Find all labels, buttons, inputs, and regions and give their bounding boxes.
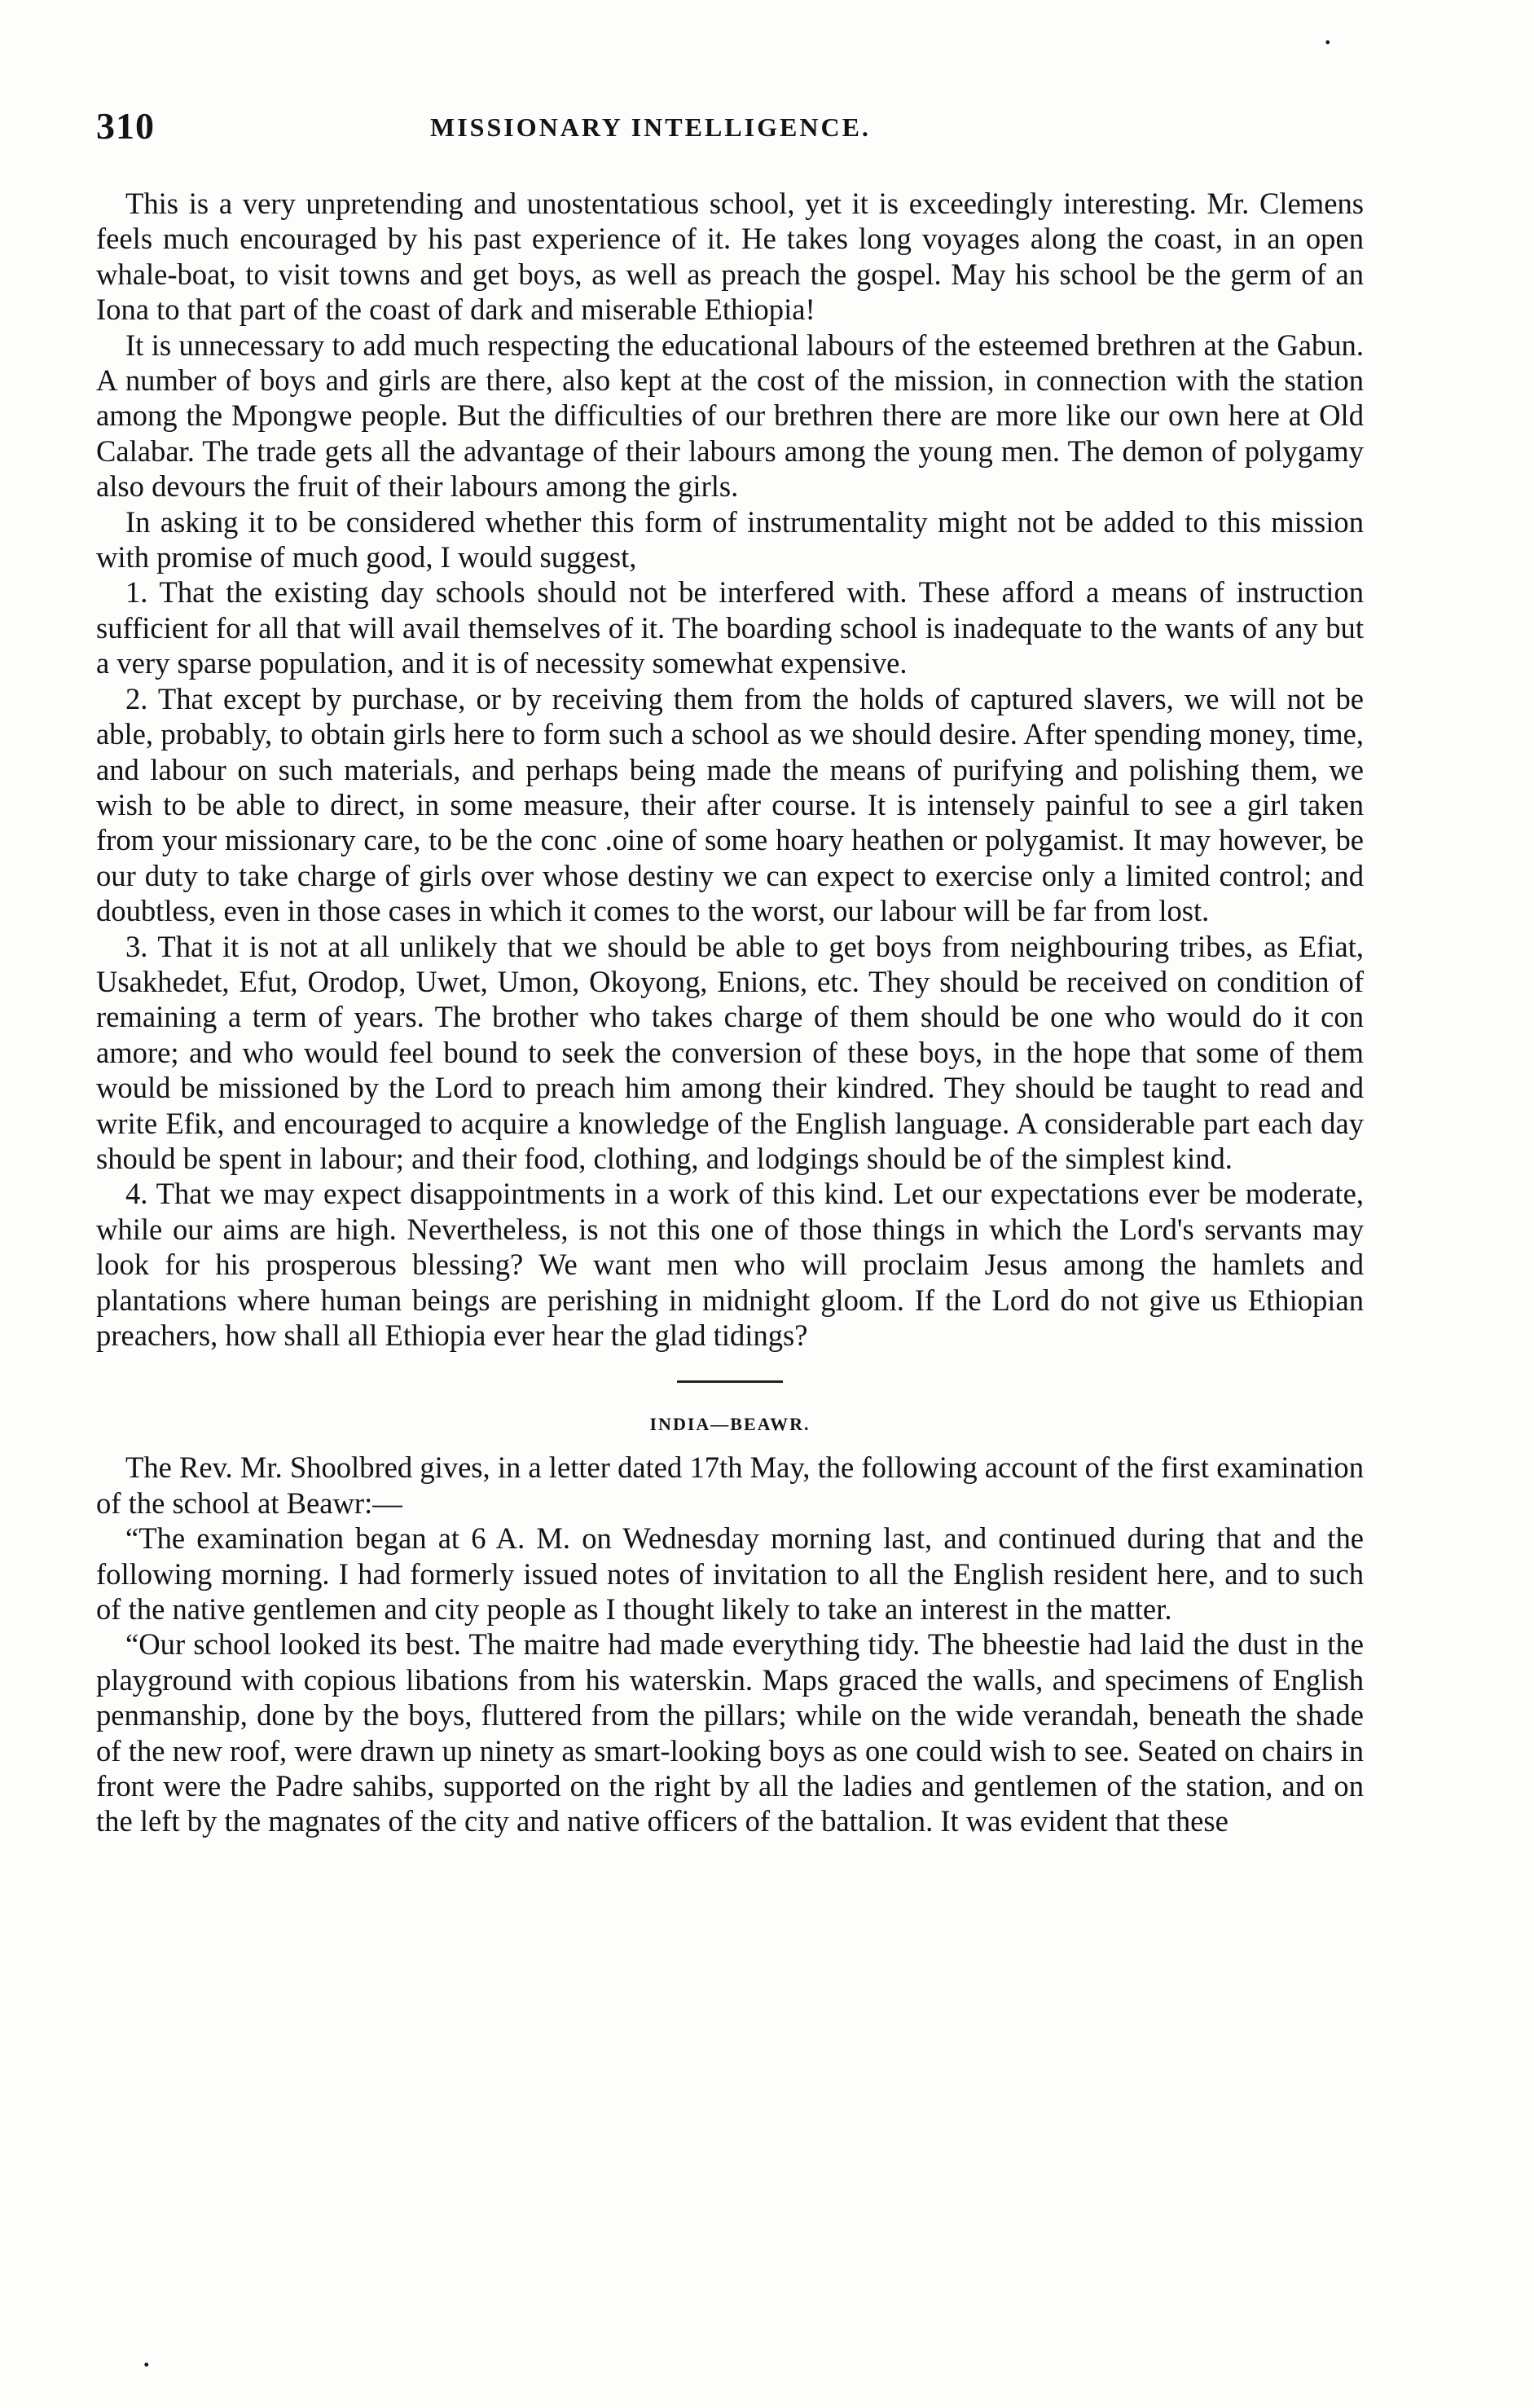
paragraph: “Our school looked its best. The maitre had made everything tidy. The bheestie had laid the dust in the playground with copious libations from his waterskin. Maps graced the walls, and specimens of English penmanship, done by the boys, fluttered from the pillars; while on the wide verandah, beneath the shade of the new roof, were drawn up ninety as smart-looking boys as one could wish to see. Seated on chairs in front were the Padre sahibs, supported on the right by all the ladies and gentlemen of the station, and on the left by the magnates of the city and native officers of the battalion. It was evident that these bbox=[96, 1627, 1364, 1838]
paragraph: This is a very unpretending and unostentatious school, yet it is exceedingly interesting. Mr. Clemens feels much encouraged by his past experience of it. He takes long voyages along the coast, in an open whale-boat, to visit towns and get boys, as well as preach the gospel. May his school be the germ of an Iona to that part of the coast of dark and miserable Ethiopia! bbox=[96, 187, 1364, 327]
numbered-paragraph-2: 2. That except by purchase, or by receiving them from the holds of captured slavers, we will not be able, probably, to obtain girls here to form such a school as we should desire. After spending money, time, and labour on such materials, and perhaps being made the means of purifying and polishing them, we wish to be able to direct, in some measure, their after course. It is intensely painful to see a girl taken from your missionary care, to be the conc .oine of some hoary heathen or polygamist. It may however, be our duty to take charge of girls over whose destiny we can expect to exercise only a limited control; and doubtless, even in those cases in which it comes to the worst, our labour will be far from lost. bbox=[96, 681, 1364, 928]
body-text bbox=[96, 186, 1364, 1839]
numbered-paragraph-4: 4. That we may expect disappointments in a work of this kind. Let our expectations ever be moderate, while our aims are high. Nevertheless, is not this one of those things in which the Lord's servants may look for his prosperous blessing? We want men who will proclaim Jesus among the hamlets and plantations where human beings are perishing in midnight gloom. If the Lord do not give us Ethiopian preachers, how shall all Ethiopia ever hear the glad tidings? bbox=[96, 1177, 1364, 1352]
page-header bbox=[96, 104, 1367, 153]
section-divider bbox=[677, 1380, 783, 1383]
numbered-paragraph-3: 3. That it is not at all unlikely that we should be able to get boys from neighbouring tribes, as Efiat, Usakhedet, Efut, Orodop, Uwet, Umon, Okoyong, Enions, etc. They should be received on condition of remaining a term of years. The brother who takes charge of them should be one who would do it con amore; and who would feel bound to seek the conversion of these boys, in the hope that some of them would be missioned by the Lord to preach him among their kindred. They should be taught to read and write Efik, and encouraged to acquire a knowledge of the English language. A considerable part each day should be spent in labour; and their food, clothing, and lodgings should be of the simplest kind. bbox=[96, 929, 1364, 1175]
paragraph: The Rev. Mr. Shoolbred gives, in a letter dated 17th May, the following account of the first examination of the school at Beawr:— bbox=[96, 1451, 1364, 1520]
top-speck: . bbox=[1325, 23, 1331, 50]
paragraph: “The examination began at 6 A. M. on Wednesday morning last, and continued during that and the following morning. I had formerly issued notes of invitation to all the English resident here, and to such of the native gentlemen and city people as I thought likely to take an interest in the matter. bbox=[96, 1521, 1364, 1627]
section-heading: INDIA—BEAWR. bbox=[649, 1414, 811, 1435]
running-title: MISSIONARY INTELLIGENCE. bbox=[430, 112, 871, 142]
bottom-speck: . bbox=[143, 2345, 150, 2372]
numbered-paragraph-1: 1. That the existing day schools should not be interfered with. These afford a means of instruction sufficient for all that will avail themselves of it. The boarding school is inadequate to the wants of any but a very sparse population, and it is of necessity somewhat expensive. bbox=[96, 575, 1364, 680]
page-number: 310 bbox=[96, 105, 155, 147]
paragraph: It is unnecessary to add much respecting the educational labours of the esteemed brethren at the Gabun. A number of boys and girls are there, also kept at the cost of the mission, in connection with the station among the Mpongwe people. But the difficulties of our brethren there are more like our own here at Old Calabar. The trade gets all the advantage of their labours among the young men. The demon of polygamy also devours the fruit of their labours among the girls. bbox=[96, 328, 1364, 504]
paragraph: In asking it to be considered whether this form of instrumentality might not be added to this mission with promise of much good, I would suggest, bbox=[96, 504, 1364, 574]
